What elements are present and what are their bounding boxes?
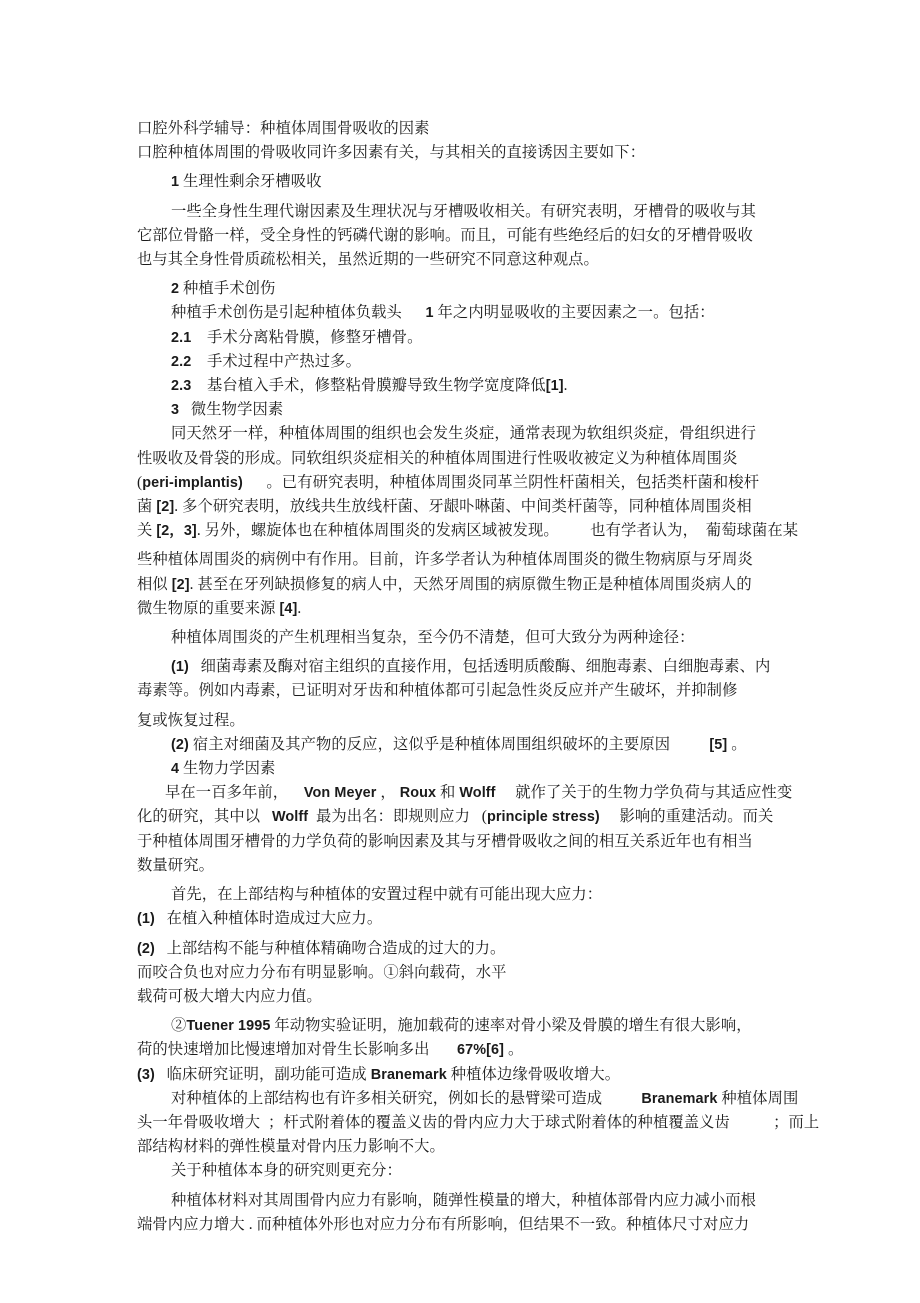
document-text-line: 数量研究。 [137,856,214,874]
latin-run: [1] [545,378,564,395]
latin-run: Wolff [271,809,309,826]
latin-run: Roux [399,785,437,802]
latin-run: [6] [486,1042,505,1059]
document-text-line: 首先，在上部结构与种植体的安置过程中就有可能出现大应力： [171,886,603,904]
document-text-line: (1) 细菌毒素及酶对宿主组织的直接作用，包括透明质酸酶、细胞毒素、白细胞毒素、内 [171,658,771,676]
document-text-line: 而咬合负也对应力分布有明显影响。①斜向载荷，水平 [137,963,507,981]
document-text-line: 化的研究，其中以 Wolff 最为出名：即规则应力 (principle stress) 影响的重建活动。而关 [137,808,774,826]
document-text-line: 性吸收及骨袋的形成。同软组织炎症相关的种植体周围进行性吸收被定义为种植体周围炎 [137,449,738,467]
document-text-line: 关于种植体本身的研究则更充分： [171,1162,402,1180]
document-text-line: 部结构材料的弹性模量对骨内压力影响不大。 [137,1138,445,1156]
latin-run: 2 [171,281,180,298]
document-text-line: (peri-implantis) 。已有研究表明，种植体周围炎同革兰阴性杆菌相关，包括类杆菌和梭杆 [137,473,760,491]
document-text-line: 些种植体周围炎的病例中有作用。目前，许多学者认为种植体周围炎的微生物病原与牙周炎 [137,551,753,569]
document-text-line: 4 生物力学因素 [171,760,276,778]
document-text-line: 种植手术创伤是引起种植体负载头 1 年之内明显吸收的主要因素之一。包括： [171,304,715,322]
document-text-line: 3 微生物学因素 [171,401,284,419]
latin-run: peri-implantis) [142,474,243,491]
document-text-line: 一些全身性生理代谢因素及生理状况与牙槽吸收相关。有研究表明，牙槽骨的吸收与其 [171,202,757,220]
document-text-line: 也与其全身性骨质疏松相关，虽然近期的一些研究不同意这种观点。 [137,251,599,269]
document-text-line: 它部位骨骼一样，受全身性的钙磷代谢的影响。而且，可能有些绝经后的妇女的牙槽骨吸收 [137,226,753,244]
document-text-line: 2.2 手术过程中产热过多。 [171,352,361,370]
latin-run: (1) [171,659,189,676]
document-text-line: 载荷可极大增大内应力值。 [137,987,322,1005]
document-text-line: 1 生理性剩余牙槽吸收 [171,173,322,191]
document-text-line: 头一年骨吸收增大 ；杆式附着体的覆盖义齿的骨内应力大于球式附着体的种植覆盖义齿 ；而上 [137,1113,820,1131]
latin-run: [4] [279,600,298,617]
latin-run: principle stress) [486,809,600,826]
document-text-line: (3) 临床研究证明，副功能可造成 Branemark 种植体边缘骨吸收增大。 [137,1065,621,1083]
document-text-line: 于种植体周围牙槽骨的力学负荷的影响因素及其与牙槽骨吸收之间的相互关系近年也有相当 [137,832,753,850]
document-text-line: 荷的快速增加比慢速增加对骨生长影响多出 67%[6] 。 [137,1041,524,1059]
document-text-line: 2.3 基台植入手术，修整粘骨膜瓣导致生物学宽度降低[1]. [171,377,568,395]
latin-run: Branemark [370,1066,447,1083]
latin-run: (2) [137,940,155,957]
document-text-line: 2.1 手术分离粘骨膜，修整牙槽骨。 [171,328,423,346]
document-text-line: 种植体周围炎的产生机理相当复杂，至今仍不清楚，但可大致分为两种途径： [171,629,695,647]
document-text-line: (1) 在植入种植体时造成过大应力。 [137,910,383,928]
document-text-line: 对种植体的上部结构也有许多相关研究，例如长的悬臂梁可造成 Branemark 种植体周围 [171,1089,799,1107]
document-text-line: 口腔种植体周围的骨吸收同许多因素有关，与其相关的直接诱因主要如下： [137,144,646,162]
latin-run: 1 [171,174,180,191]
document-text-line: 关 [2，3]. 另外，螺旋体也在种植体周围炎的发病区域被发现。 也有学者认为， 葡萄球菌在某 [137,522,799,540]
latin-run: 1 [425,305,434,322]
latin-run: [2] [156,499,175,516]
document-text-line: 端骨内应力增大 . 而种植体外形也对应力分布有所影响，但结果不一致。种植体尺寸对应力 [137,1215,750,1233]
document-text-body [137,117,820,1237]
latin-run: (2) [171,736,189,753]
document-title-line: 口腔外科学辅导：种植体周围骨吸收的因素 [137,120,430,137]
latin-run: (3) [137,1066,155,1083]
document-text-line: 菌 [2]. 多个研究表明，放线共生放线杆菌、牙龈卟啉菌、中间类杆菌等，同种植体周围炎相 [137,498,752,516]
document-text-line: 微生物原的重要来源 [4]. [137,599,302,617]
document-text-line: (2) 宿主对细菌及其产物的反应，这似乎是种植体周围组织破坏的主要原因 [5] 。 [171,735,747,753]
document-text-line: 2 种植手术创伤 [171,280,276,298]
latin-run: Branemark [641,1090,718,1107]
latin-run: 3 [171,402,180,419]
latin-run: 2.3 [171,378,192,395]
latin-run: [5] [709,736,728,753]
document-text-line: 同天然牙一样，种植体周围的组织也会发生炎症，通常表现为软组织炎症，骨组织进行 [171,425,757,443]
latin-run: [2，3] [156,523,197,540]
latin-run: [2] [171,576,190,593]
document-text-line: 种植体材料对其周围骨内应力有影响，随弹性模量的增大，种植体部骨内应力减小而根 [171,1191,757,1209]
latin-run: (1) [137,911,155,928]
document-text-line: 相似 [2]. 甚至在牙列缺损修复的病人中，天然牙周围的病原微生物正是种植体周围炎病人的 [137,575,752,593]
document-text-line: ②Tuener 1995 年动物实验证明，施加载荷的速率对骨小梁及骨膜的增生有很大影响， [171,1017,752,1035]
document-text-line: 早在一百多年前， Von Meyer ， Roux 和 Wolff 就作了关于的生物力学负荷与其适应性变 [165,784,793,802]
document-text-line: 毒素等。例如内毒素，已证明对牙齿和种植体都可引起急性炎反应并产生破坏，并抑制修 [137,682,738,700]
latin-run: 2.2 [171,353,192,370]
latin-run: Tuener 1995 [186,1018,271,1035]
latin-run: 2.1 [171,329,192,346]
latin-run: Von Meyer [303,785,377,802]
document-text-line: 复或恢复过程。 [137,711,245,729]
latin-run: 4 [171,761,180,778]
latin-run: Wolff [459,785,496,802]
document-text-line: (2) 上部结构不能与种植体精确吻合造成的过大的力。 [137,939,506,957]
latin-run: 67% [457,1042,487,1059]
